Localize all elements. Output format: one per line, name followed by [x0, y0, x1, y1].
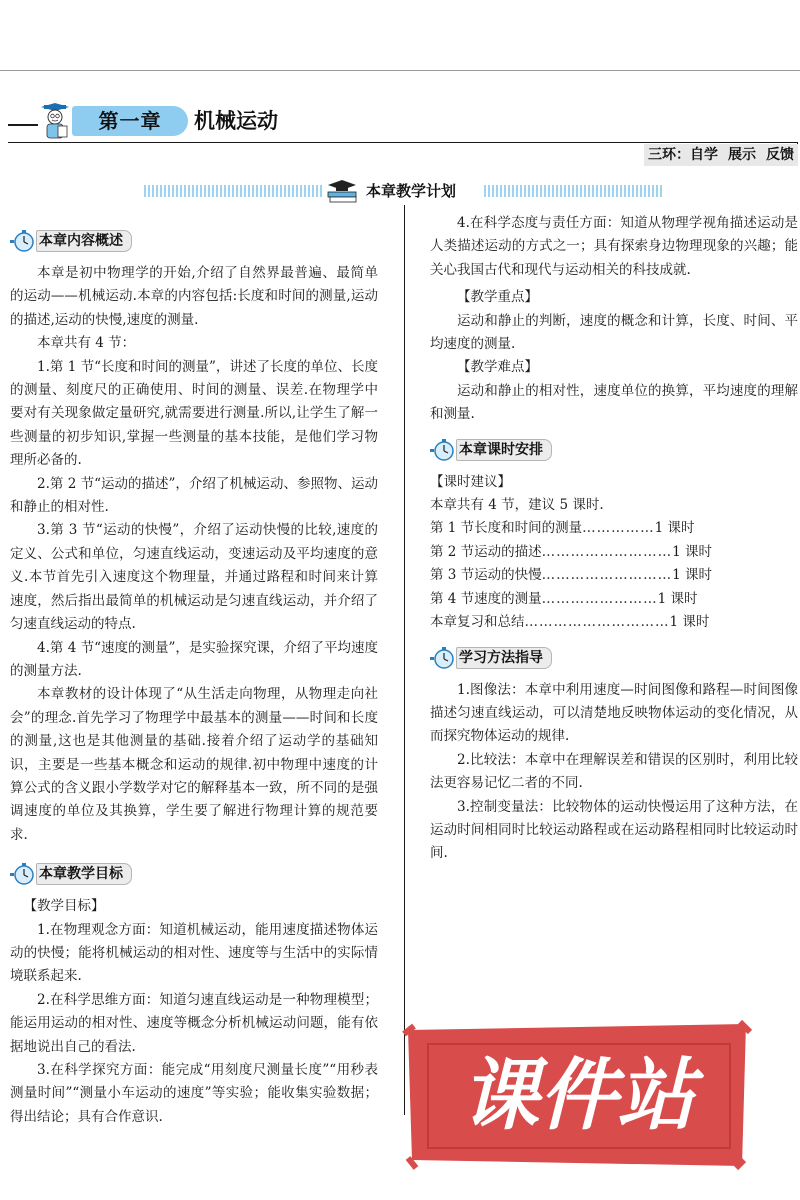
watermark-text: 课件站 [460, 1051, 696, 1141]
overview-paragraph: 4.第 4 节“速度的测量”，是实验探究课，介绍了平均速度的测量方法. [10, 639, 378, 679]
schedule-row-value: 1 课时 [672, 567, 713, 584]
section-header-schedule [430, 437, 798, 463]
overview-paragraph: 本章教材的设计体现了“从生活走向物理，从物理走向社会”的理念.首先学习了物理学中最基本的测量——时间和长度的测量,这也是其他测量的基础.接着介绍了运动学的基础知识，主要是一些基本概念和运动的规律.初中物理中速度的计算公式的含义跟小学数学对它的解释基本一致，所不同的是强调速度的单位及其换算，学生要了解进行物理计算的规范要求. [10, 686, 378, 843]
books-icon [326, 178, 360, 204]
section-header-methods [430, 645, 798, 671]
schedule-row-leader: …………… [582, 520, 655, 537]
overview-paragraph: 3.第 3 节“运动的快慢”，介绍了运动快慢的比较,速度的定义、公式和单位，匀速直线运动，变速运动及平均速度的意义.本节首先引入速度这个物理量，并通过路程和时间来计算速度，然后指出最简单的机械运动是匀速直线运动，并介绍了匀速直线运动的特点. [10, 522, 378, 633]
schedule-row-value: 1 课时 [654, 520, 695, 537]
schedule-row [430, 611, 798, 634]
goals-paragraph: 1.在物理观念方面：知道机械运动，能用速度描述物体运动的快慢；能将机械运动的相对性、速度等与生活中的实际情境联系起来. [10, 921, 378, 985]
schedule-row [430, 541, 798, 564]
schedule-row-leader: ………………………… [524, 614, 670, 631]
schedule-row [430, 517, 798, 540]
section-title: 本章课时安排 [456, 439, 552, 461]
section-title: 学习方法指导 [456, 647, 552, 669]
schedule-row-name: 第 3 节运动的快慢 [430, 567, 542, 584]
schedule-row-value: 1 课时 [657, 590, 698, 607]
chapter-rule-left [8, 124, 38, 126]
watermark-stamp [402, 1020, 752, 1170]
plan-title: 本章教学计划 [366, 182, 457, 200]
difficulties-label: 【教学难点】 [457, 359, 538, 376]
right-column [430, 212, 798, 866]
goals-paragraph: 2.在科学思维方面：知道匀速直线运动是一种物理模型；能运用运动的相对性、速度等概念分析机械运动问题，能有依据地说出自己的看法. [10, 991, 378, 1055]
goal-4-paragraph: 4.在科学态度与责任方面：知道从物理学视角描述运动是人类描述运动的方式之一；具有探索身边物理现象的兴趣；能关心我国古代和现代与运动相关的科技成就. [430, 215, 798, 278]
overview-paragraph: 本章是初中物理学的开始,介绍了自然界最普遍、最简单的运动——机械运动.本章的内容包括:长度和时间的测量,运动的描述,运动的快慢,速度的测量. [10, 265, 378, 328]
schedule-subheading: 【课时建议】 [430, 473, 511, 490]
schedule-row [430, 588, 798, 611]
left-column [10, 224, 378, 1129]
section-header-goals [10, 861, 378, 887]
three-ring-part-1: 三环：自学 [648, 147, 718, 163]
chapter-rule-bottom [8, 142, 798, 143]
methods-paragraph: 2.比较法：本章中在理解误差和错误的区别时，利用比较法更容易记忆二者的不同. [430, 751, 798, 792]
schedule-intro: 本章共有 4 节，建议 5 课时. [430, 497, 604, 514]
overview-paragraph: 1.第 1 节“长度和时间的测量”，讲述了长度的单位、长度的测量、刻度尺的正确使用、时间的测量、误差.在物理学中要对有关现象做定量研究,就需要进行测量.所以,让学生了解一些测量的初步知识,掌握一些测量的基本技能，是他们学习物理所必备的. [10, 358, 378, 469]
schedule-row-name: 第 1 节长度和时间的测量 [430, 520, 583, 537]
goals-paragraph: 3.在科学探究方面：能完成“用刻度尺测量长度”“用秒表测量时间”“测量小车运动的速度”等实验；能收集实验数据；得出结论；具有合作意识. [10, 1062, 378, 1125]
overview-paragraph: 本章共有 4 节： [37, 335, 136, 352]
chapter-number-pill: 第一章 [72, 106, 188, 136]
schedule-row-value: 1 课时 [669, 614, 710, 631]
column-divider [404, 205, 405, 1115]
methods-paragraph: 1.图像法：本章中利用速度—时间图像和路程—时间图像描述匀速直线运动，可以清楚地反映物体运动的变化情况，从而探究物体运动的规律. [430, 681, 798, 745]
schedule-row-value: 1 课时 [672, 543, 713, 560]
key-points-label: 【教学重点】 [457, 289, 538, 306]
schedule-row-name: 第 2 节运动的描述 [430, 543, 542, 560]
chapter-header [8, 102, 798, 144]
schedule-row-name: 第 4 节速度的测量 [430, 590, 542, 607]
three-ring-part-2: 展示 [728, 147, 756, 163]
schedule-row-leader: ……………………… [541, 543, 673, 560]
schedule-row [430, 564, 798, 587]
three-ring-part-3: 反馈 [766, 147, 794, 163]
key-points-text: 运动和静止的判断，速度的概念和计算，长度、时间、平均速度的测量. [430, 312, 798, 353]
section-title: 本章内容概述 [36, 230, 132, 252]
chapter-title: 机械运动 [194, 109, 278, 133]
top-rule [0, 70, 800, 71]
section-header-overview [10, 228, 378, 254]
three-ring-label [644, 144, 798, 166]
overview-paragraph: 2.第 2 节“运动的描述”，介绍了机械运动、参照物、运动和静止的相对性. [10, 475, 378, 516]
plan-header [144, 176, 664, 206]
schedule-row-leader: …………………… [541, 590, 658, 607]
difficulties-text: 运动和静止的相对性，速度单位的换算，平均速度的理解和测量. [430, 382, 798, 423]
schedule-row-name: 本章复习和总结 [430, 614, 525, 631]
goals-subheading: 【教学目标】 [23, 898, 105, 915]
section-title: 本章教学目标 [36, 863, 132, 885]
methods-paragraph: 3.控制变量法：比较物体的运动快慢运用了这种方法，在运动时间相同时比较运动路程或在运动路程相同时比较运动时间. [430, 798, 798, 862]
schedule-row-leader: ……………………… [541, 567, 673, 584]
